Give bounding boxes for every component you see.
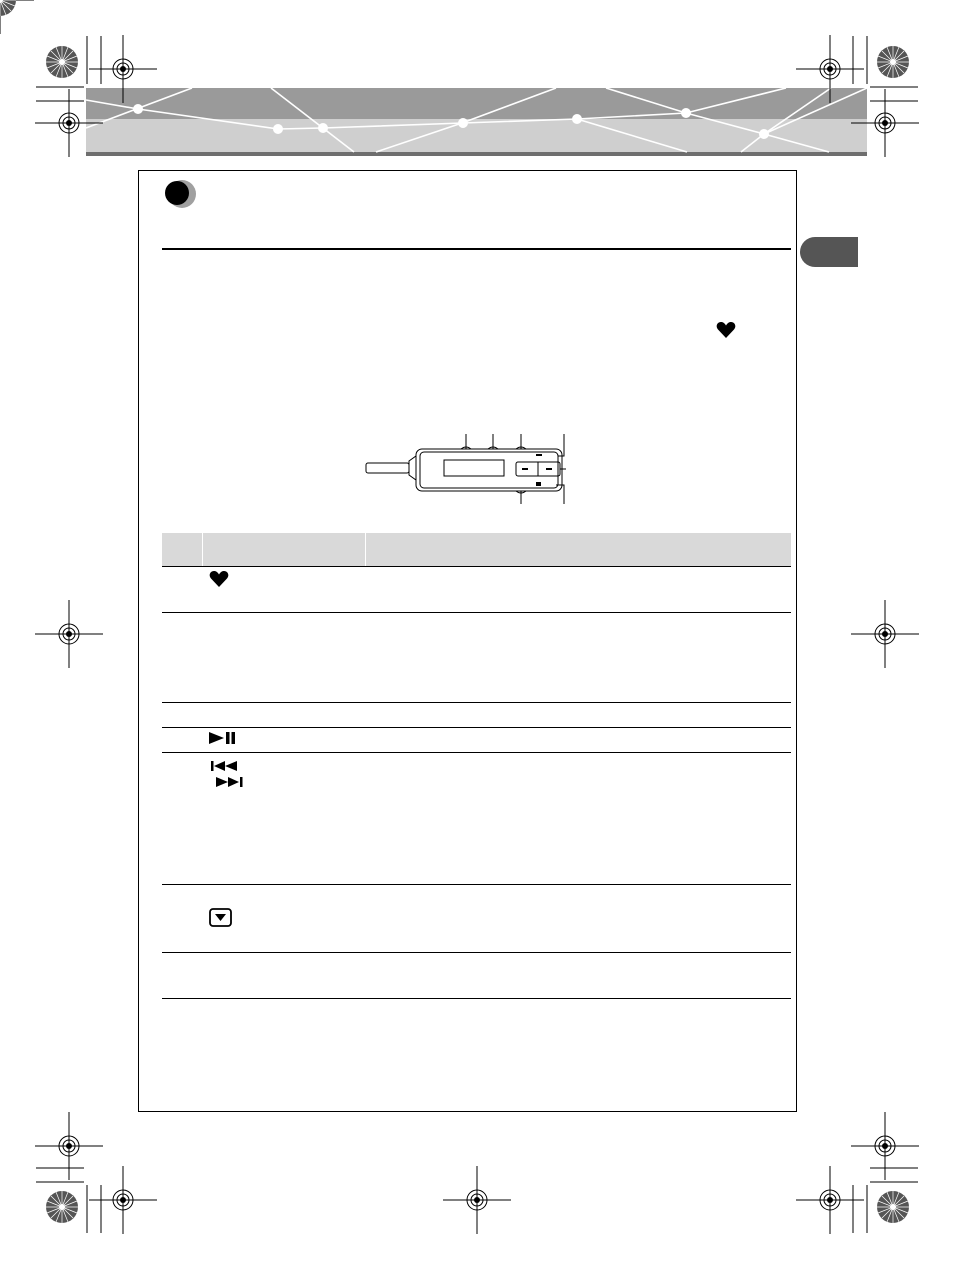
table-row xyxy=(162,953,791,998)
section-bullet-icon xyxy=(160,178,200,212)
table-header-divider xyxy=(365,533,366,566)
menu-down-icon xyxy=(209,908,232,927)
table-row xyxy=(162,703,791,727)
heading-rule xyxy=(162,248,791,250)
heart-icon xyxy=(716,321,736,339)
heart-icon xyxy=(209,570,229,588)
table-header-divider xyxy=(202,533,203,566)
table-row-divider xyxy=(162,998,791,999)
table-row xyxy=(162,753,791,884)
previous-track-icon xyxy=(211,761,239,771)
side-chapter-tab xyxy=(800,237,858,267)
play-pause-icon xyxy=(209,732,237,744)
table-row xyxy=(162,728,791,752)
table-header xyxy=(162,533,791,567)
table-row xyxy=(162,885,791,952)
next-track-icon xyxy=(216,777,244,787)
player-button-diagram xyxy=(360,430,580,510)
table-row xyxy=(162,566,791,612)
table-row xyxy=(162,613,791,702)
